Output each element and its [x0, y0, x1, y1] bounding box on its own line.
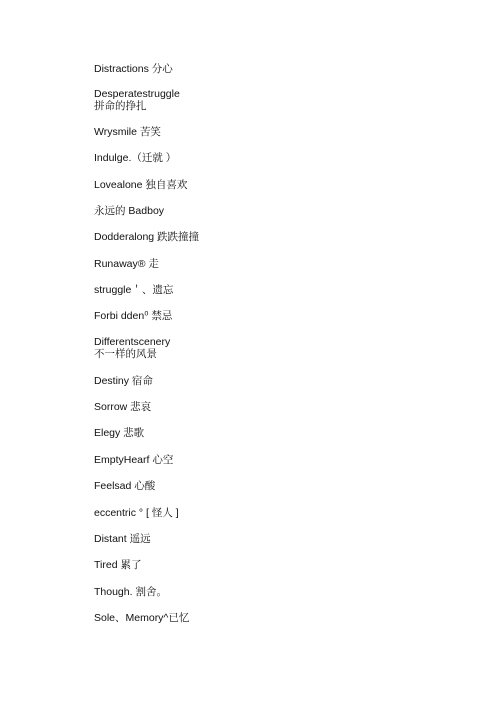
entry-text: Differentscenery [94, 336, 171, 348]
list-item [94, 310, 172, 322]
entry-text: Forbi dden⁰ 禁忌 [94, 310, 173, 322]
entry-text: Indulge.（迁就 ） [94, 152, 177, 164]
entry-text: Sole、Memory^已忆 [94, 612, 190, 624]
entry-text: Destiny 宿命 [94, 375, 153, 387]
entry-text: Though. 割舍。 [94, 586, 167, 598]
entry-translation: 拼命的挣扎 [94, 100, 147, 112]
list-item [94, 284, 173, 296]
list-item [94, 612, 189, 624]
entry-text: eccentric ° [ 怪人 ] [94, 507, 179, 519]
list-item [94, 507, 179, 519]
entry-text: Runaway® 走 [94, 258, 159, 270]
list-item [94, 152, 176, 164]
list-item [94, 401, 151, 413]
list-item [94, 480, 155, 492]
entry-text: Lovealone 独自喜欢 [94, 179, 188, 191]
list-item [94, 258, 159, 270]
list-item [94, 427, 144, 439]
entry-text: Distant 遥远 [94, 533, 151, 545]
list-item [94, 179, 187, 191]
list-item [94, 586, 167, 598]
list-item [94, 205, 164, 217]
list-item [94, 126, 161, 138]
entry-text: Sorrow 悲哀 [94, 401, 152, 413]
entry-text: Elegy 悲歌 [94, 427, 145, 439]
list-item [94, 559, 141, 571]
entry-text: struggle＇、遗忘 [94, 284, 174, 296]
list-item [94, 231, 199, 243]
entry-text: Distractions 分心 [94, 63, 173, 75]
entry-text: Wrysmile 苦笑 [94, 126, 161, 138]
list-item [94, 454, 173, 466]
entry-translation: 不一样的风景 [94, 348, 157, 360]
entry-text: EmptyHearf 心空 [94, 454, 174, 466]
list-item [94, 336, 170, 360]
list-item [94, 88, 180, 112]
list-item [94, 375, 153, 387]
entry-text: Desperatestruggle [94, 88, 180, 100]
list-item [94, 63, 173, 75]
list-item [94, 533, 151, 545]
entry-text: 永远的 Badboy [94, 205, 165, 217]
entry-text: Feelsad 心酸 [94, 480, 156, 492]
entry-text: Dodderalong 跌跌撞撞 [94, 231, 200, 243]
entry-text: Tired 累了 [94, 559, 142, 571]
